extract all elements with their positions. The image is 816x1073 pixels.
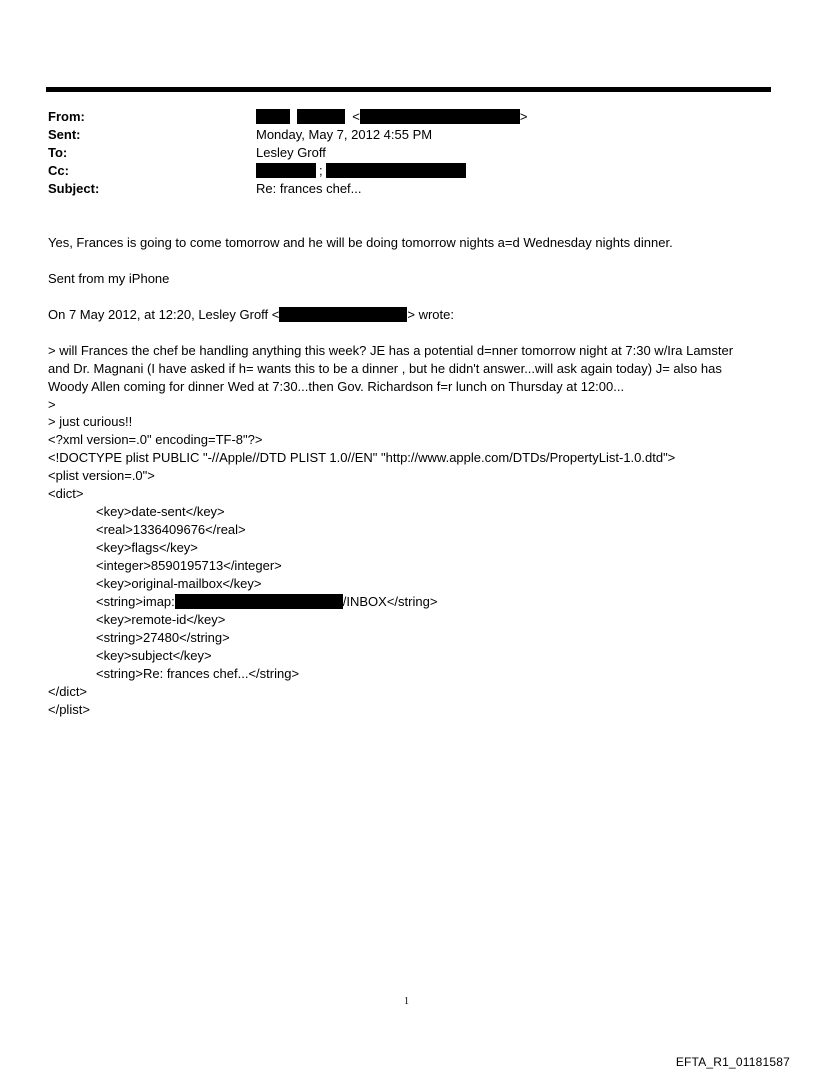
cc-separator: ;	[319, 163, 323, 178]
document-id: EFTA_R1_01181587	[675, 1055, 790, 1069]
xml-line: </dict>	[48, 684, 88, 699]
quote-line: >	[48, 397, 56, 412]
xml-line: <integer>8590195713</integer>	[96, 558, 282, 573]
xml-line: <!DOCTYPE plist PUBLIC "-//Apple//DTD PLIST 1.0//EN" "http://www.apple.com/DTDs/PropertyList-1.0.dtd">	[48, 450, 676, 465]
redaction-box	[256, 163, 316, 178]
redaction-box	[279, 307, 407, 322]
from-lt: <	[352, 109, 360, 124]
xml-line: <key>date-sent</key>	[96, 504, 225, 519]
xml-line: <key>original-mailbox</key>	[96, 576, 262, 591]
subject-label: Subject:	[48, 181, 100, 196]
sent-value: Monday, May 7, 2012 4:55 PM	[256, 127, 433, 142]
redaction-box	[326, 163, 466, 178]
sent-label: Sent:	[48, 127, 81, 142]
xml-imap-suffix: /INBOX</string>	[342, 594, 438, 609]
reply-intro-suffix: > wrote:	[407, 307, 454, 322]
quote-line: Woody Allen coming for dinner Wed at 7:30...then Gov. Richardson f=r lunch on Thursday at 12:00...	[48, 379, 625, 394]
xml-line: <string>27480</string>	[96, 630, 230, 645]
redaction-box	[175, 594, 343, 609]
subject-value: Re: frances chef...	[256, 181, 362, 196]
redaction-box	[297, 109, 345, 124]
from-value	[256, 108, 527, 126]
redaction-box	[360, 109, 520, 124]
redaction-box	[256, 109, 290, 124]
xml-line: </plist>	[48, 702, 90, 717]
xml-line: <dict>	[48, 486, 84, 501]
body-line: Yes, Frances is going to come tomorrow and he will be doing tomorrow nights a=d Wednesday nights dinner.	[48, 235, 673, 250]
xml-line: <plist version=.0">	[48, 468, 155, 483]
quote-line: > will Frances the chef be handling anything this week? JE has a potential d=nner tomorrow night at 7:30 w/Ira Lamster	[48, 343, 734, 358]
page-number: 1	[404, 996, 409, 1007]
xml-line: <string>Re: frances chef...</string>	[96, 666, 300, 681]
to-value: Lesley Groff	[256, 145, 326, 160]
xml-line: <key>remote-id</key>	[96, 612, 226, 627]
body-signature: Sent from my iPhone	[48, 271, 170, 286]
xml-line	[96, 593, 437, 611]
from-label: From:	[48, 109, 85, 124]
header-rule	[46, 87, 771, 92]
reply-intro-prefix: On 7 May 2012, at 12:20, Lesley Groff <	[48, 307, 280, 322]
xml-line: <key>flags</key>	[96, 540, 198, 555]
from-gt: >	[519, 109, 528, 124]
quote-line: and Dr. Magnani (I have asked if h= wants this to be a dinner , but he didn't answer...will ask again today) J= also has	[48, 361, 722, 376]
cc-label: Cc:	[48, 163, 69, 178]
xml-line: <real>1336409676</real>	[96, 522, 246, 537]
reply-intro	[48, 306, 454, 324]
quote-line: > just curious!!	[48, 414, 133, 429]
xml-line: <?xml version=.0" encoding=TF-8"?>	[48, 432, 263, 447]
xml-line: <key>subject</key>	[96, 648, 212, 663]
xml-imap-prefix: <string>imap:	[96, 594, 175, 609]
cc-value	[256, 162, 466, 180]
to-label: To:	[48, 145, 68, 160]
